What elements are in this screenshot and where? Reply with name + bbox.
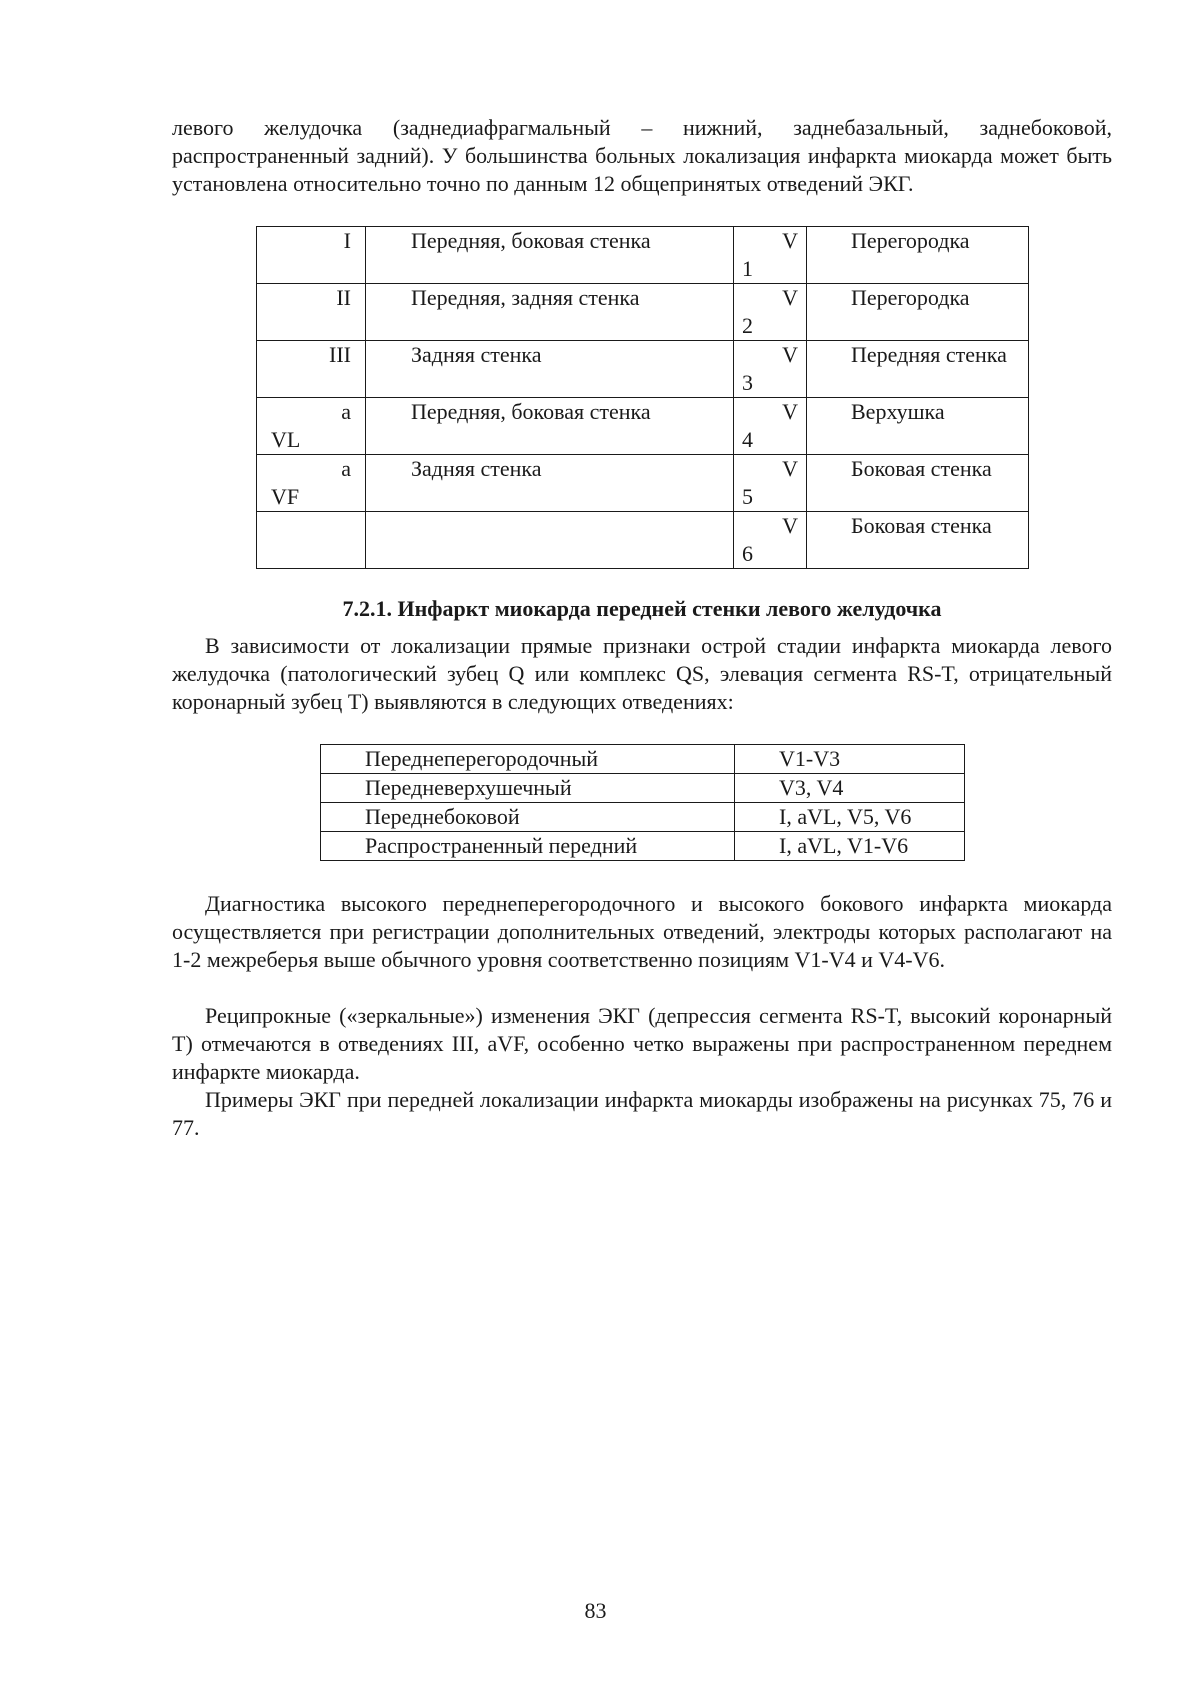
- leads-cell: V3, V4: [735, 774, 965, 803]
- lead-cell: [257, 227, 366, 284]
- v-region-cell: Боковая стенка: [807, 455, 1029, 512]
- v-lead-letter: V: [782, 513, 798, 538]
- paragraph-2: В зависимости от локализации прямые признаки острой стадии инфаркта миокарда левого желудочка (патологический зубец Q или комплекс QS, элевация сегмента RS-T, отрицательный коронарный зубец Т) выявляются в следующих отведениях:: [172, 633, 1112, 714]
- infarct-type-cell: Распространенный передний: [321, 832, 735, 861]
- lead-label: I: [343, 228, 351, 253]
- lead-label-line2: VL: [271, 427, 301, 452]
- region-cell: [366, 512, 734, 569]
- table-row: [257, 512, 1029, 569]
- table-row: [257, 341, 1029, 398]
- v-lead-cell: [734, 341, 807, 398]
- paragraph-5: Примеры ЭКГ при передней локализации инфаркта миокарды изображены на рисунках 75, 76 и 77.: [172, 1087, 1112, 1140]
- region-cell: Передняя, боковая стенка: [366, 227, 734, 284]
- v-lead-letter: V: [782, 228, 798, 253]
- paragraph-4: Реципрокные («зеркальные») изменения ЭКГ (депрессия сегмента RS-T, высокий коронарный Т) отмечаются в отведениях III, aVF, особенно четко выражены при распространенном переднем инфаркте миокарда.: [172, 1003, 1112, 1084]
- v-lead-cell: [734, 398, 807, 455]
- table-row: [257, 284, 1029, 341]
- lead-cell: [257, 455, 366, 512]
- table-row: [321, 832, 965, 861]
- lead-label-line2: VF: [271, 484, 300, 509]
- region-cell: Передняя, задняя стенка: [366, 284, 734, 341]
- v-lead-cell: [734, 512, 807, 569]
- v-lead-number: 5: [742, 484, 753, 509]
- lead-label: a: [341, 399, 351, 424]
- table-row: [321, 774, 965, 803]
- v-region-cell: Передняя стенка: [807, 341, 1029, 398]
- v-lead-number: 3: [742, 370, 753, 395]
- v-region-cell: Перегородка: [807, 227, 1029, 284]
- v-lead-letter: V: [782, 285, 798, 310]
- v-lead-letter: V: [782, 342, 798, 367]
- v-lead-cell: [734, 227, 807, 284]
- localization-table: [320, 744, 965, 861]
- leads-table: [256, 226, 1029, 569]
- section-heading: 7.2.1. Инфаркт миокарда передней стенки левого желудочка: [342, 596, 942, 621]
- table-row: [257, 455, 1029, 512]
- lead-cell: [257, 284, 366, 341]
- lead-label: III: [329, 342, 351, 367]
- v-lead-number: 2: [742, 313, 753, 338]
- v-lead-number: 1: [742, 256, 753, 281]
- intro-paragraph: левого желудочка (заднедиафрагмальный – нижний, заднебазальный, заднебоковой, распространенный задний). У большинства больных локализация инфаркта миокарда может быть установлена относительно точно по данным 12 общепринятых отведений ЭКГ.: [172, 115, 1112, 196]
- table-row: [257, 227, 1029, 284]
- paragraph-3: Диагностика высокого переднеперегородочного и высокого бокового инфаркта миокарда осуществляется при регистрации дополнительных отведений, электроды которых располагают на 1-2 межреберья выше обычного уровня соответственно позициям V1-V4 и V4-V6.: [172, 891, 1112, 972]
- leads-cell: I, aVL, V1-V6: [735, 832, 965, 861]
- table-row: [257, 398, 1029, 455]
- v-lead-number: 6: [742, 541, 753, 566]
- v-lead-cell: [734, 284, 807, 341]
- leads-cell: I, aVL, V5, V6: [735, 803, 965, 832]
- table-row: [321, 803, 965, 832]
- lead-cell: [257, 512, 366, 569]
- infarct-type-cell: Переднебоковой: [321, 803, 735, 832]
- infarct-type-cell: Передневерхушечный: [321, 774, 735, 803]
- leads-cell: V1-V3: [735, 745, 965, 774]
- lead-label: II: [336, 285, 351, 310]
- infarct-type-cell: Переднеперегородочный: [321, 745, 735, 774]
- v-lead-letter: V: [782, 456, 798, 481]
- page-number: 83: [584, 1598, 607, 1623]
- lead-cell: [257, 398, 366, 455]
- region-cell: Задняя стенка: [366, 341, 734, 398]
- v-region-cell: Перегородка: [807, 284, 1029, 341]
- v-lead-cell: [734, 455, 807, 512]
- v-region-cell: Боковая стенка: [807, 512, 1029, 569]
- region-cell: Передняя, боковая стенка: [366, 398, 734, 455]
- table-row: [321, 745, 965, 774]
- lead-cell: [257, 341, 366, 398]
- v-lead-number: 4: [742, 427, 753, 452]
- lead-label: a: [341, 456, 351, 481]
- region-cell: Задняя стенка: [366, 455, 734, 512]
- v-lead-letter: V: [782, 399, 798, 424]
- v-region-cell: Верхушка: [807, 398, 1029, 455]
